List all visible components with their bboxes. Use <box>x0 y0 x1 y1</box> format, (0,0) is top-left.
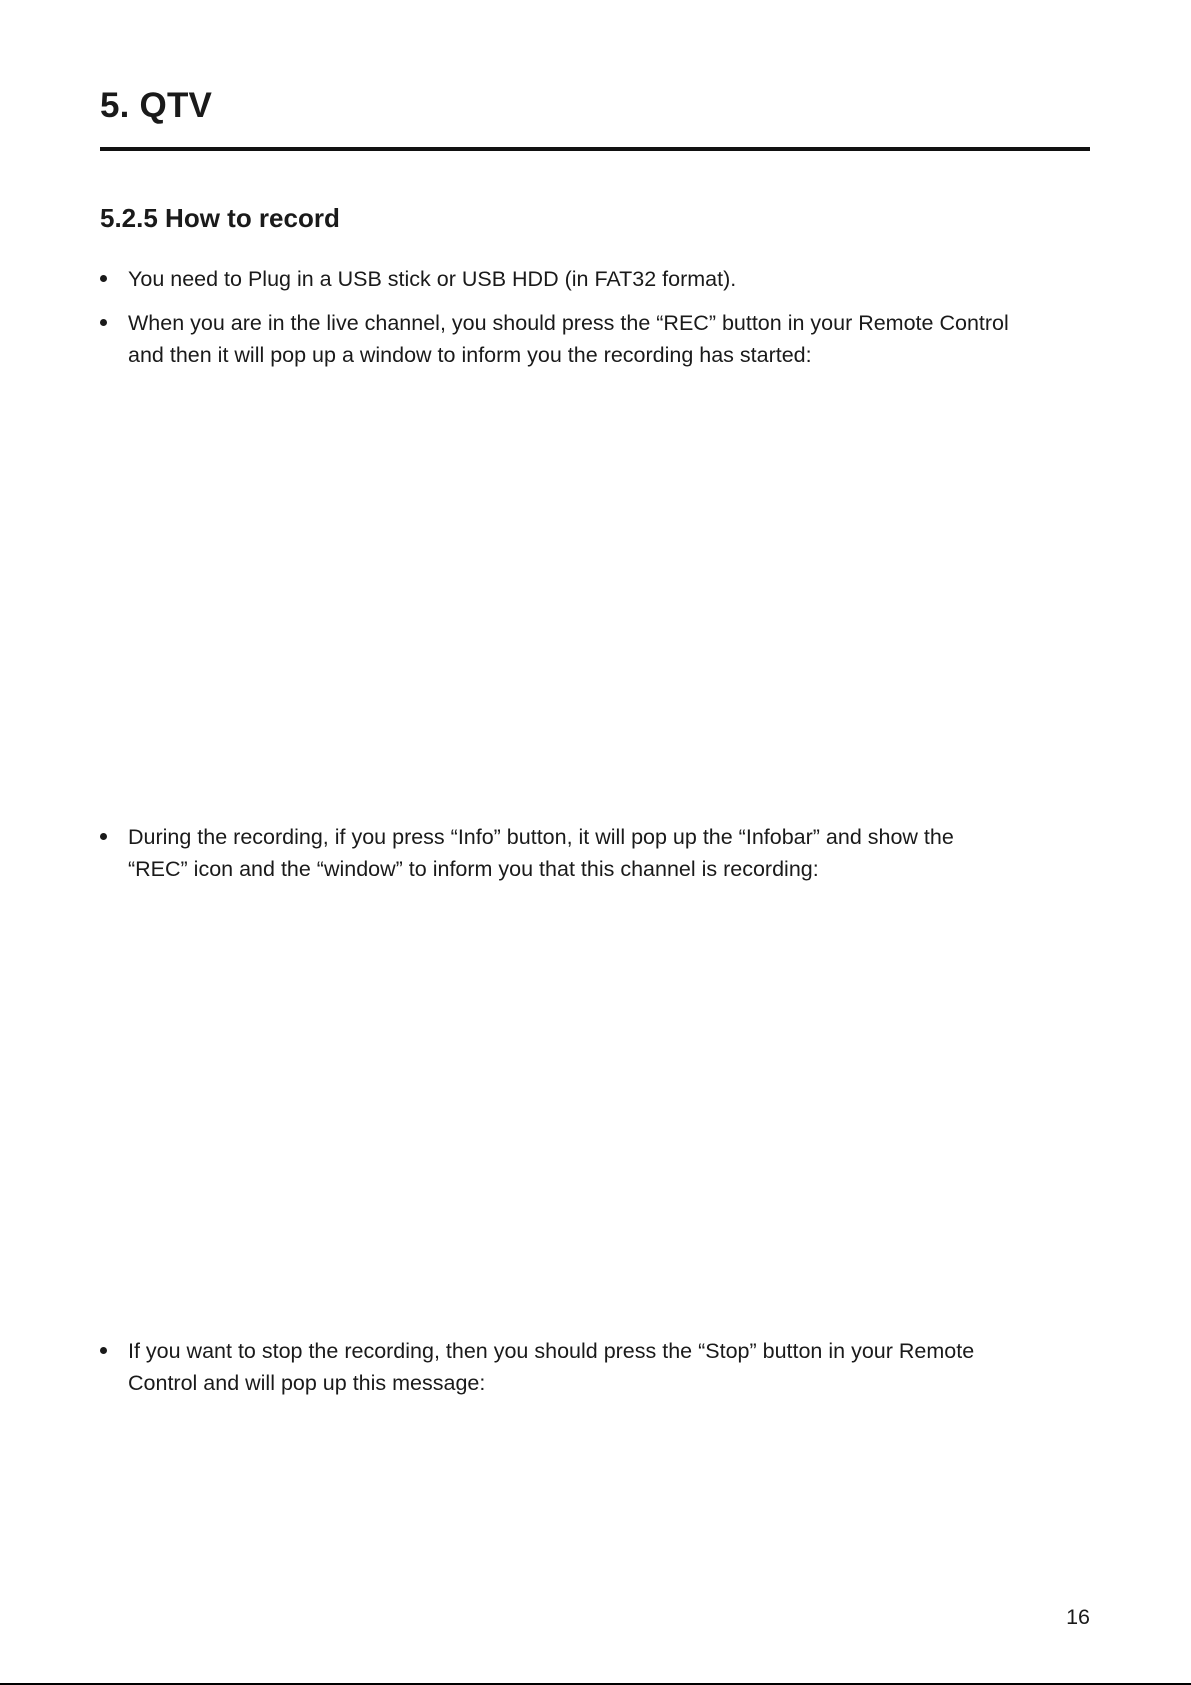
figure-placeholder-infobar <box>128 895 1028 1315</box>
bullet-icon <box>100 833 107 840</box>
chapter-divider <box>100 147 1090 151</box>
list-item-text: If you want to stop the recording, then you should press the “Stop” button in your Remote Control and will pop up this message: <box>128 1339 975 1395</box>
list-item-start-recording <box>100 307 1080 371</box>
bullet-icon <box>100 1347 107 1354</box>
chapter-title: 5. QTV <box>100 86 213 125</box>
figure-placeholder-recording-started <box>128 380 1028 800</box>
bullet-icon <box>100 319 107 326</box>
list-item-text: When you are in the live channel, you should press the “REC” button in your Remote Control and then it will pop up a window to inform you the recording has started: <box>128 311 1009 367</box>
list-item-text: During the recording, if you press “Info” button, it will pop up the “Infobar” and show the “REC” icon and the “window” to inform you that this channel is recording: <box>128 825 954 881</box>
list-item-text: You need to Plug in a USB stick or USB HDD (in FAT32 format). <box>128 267 737 291</box>
list-item-usb-requirement <box>100 263 1080 295</box>
list-item-stop-recording <box>100 1335 1080 1399</box>
page-number: 16 <box>1066 1605 1090 1629</box>
section-title: 5.2.5 How to record <box>100 203 340 233</box>
bullet-icon <box>100 275 107 282</box>
list-item-infobar <box>100 821 1080 885</box>
figure-placeholder-stop-message <box>128 1410 1028 1580</box>
